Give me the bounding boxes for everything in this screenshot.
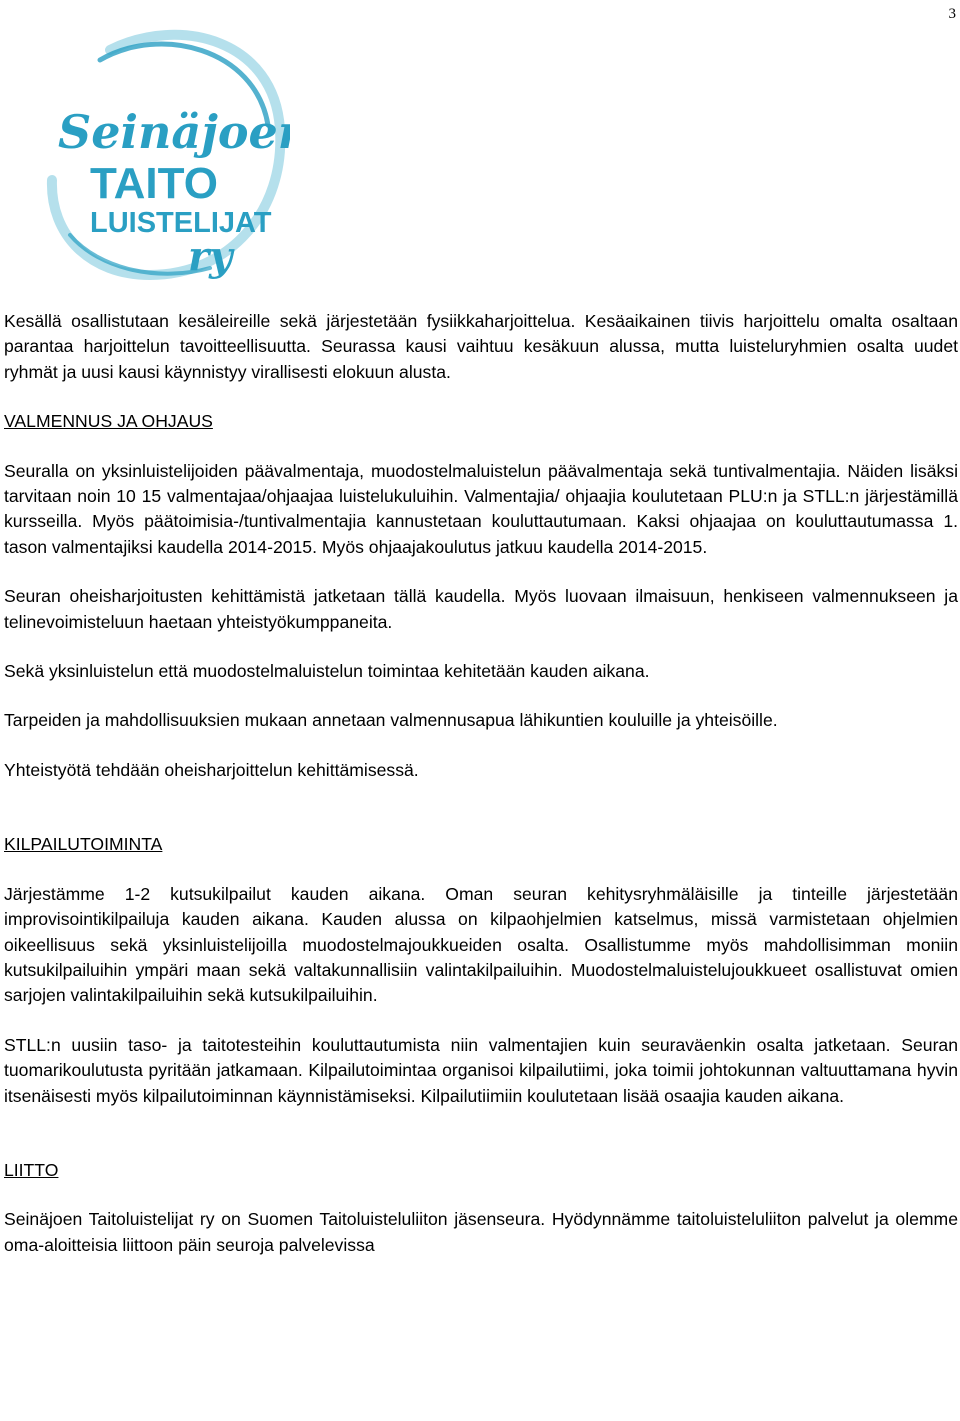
heading-kilpailutoiminta: KILPAILUTOIMINTA	[4, 834, 163, 855]
club-logo	[40, 20, 290, 290]
paragraph: Tarpeiden ja mahdollisuuksien mukaan annetaan valmennusapua lähikuntien kouluille ja yhteisöille.	[4, 710, 778, 731]
page-number: 3	[948, 6, 956, 22]
paragraph: STLL:n uusiin taso- ja taitotesteihin kouluttautumista niin valmentajien kuin seuraväenkin osalta jatketaan. Seuran tuomarikoulutusta pyritään jatkamaan. Kilpailutoimintaa organisoi kilpailutiimi, joka toimii johtokunnan valtuuttamana hyvin itsenäisesti myös kilpailutoiminnan käynnistämiseksi. Kilpailutiimiin koulutetaan lisää osaajia kauden aikana.	[4, 1034, 958, 1106]
paragraph: Seuralla on yksinluistelijoiden päävalmentaja, muodostelmaluistelun päävalmentaja sekä tuntivalmentajia. Näiden lisäksi tarvitaan noin 10 15 valmentajaa/ohjaajaa luistelukuluihin. Valmentajia/ ohjaajia koulutetaan PLU:n ja STLL:n järjestämillä kursseilla. Myös päätoimisia-/tuntivalmentajia kannustetaan kouluttautumaan. Kaksi ohjaajaa on kouluttautumassa 1. tason valmentajiksi kaudella 2014-2015. Myös ohjaajakoulutus jatkuu kaudella 2014-2015.	[4, 460, 958, 557]
club-logo-graphic	[40, 20, 290, 290]
logo-text-luistelijat: LUISTELIJAT	[90, 207, 272, 239]
paragraph: Sekä yksinluistelun että muodostelmaluistelun toimintaa kehitetään kauden aikana.	[4, 661, 650, 682]
logo-text-taito: TAITO	[90, 159, 218, 208]
paragraph: Seinäjoen Taitoluistelijat ry on Suomen Taitoluisteluliiton jäsenseura. Hyödynnämme taitoluisteluliiton palvelut ja olemme oma-aloitteisia liittoon päin seuroja palvelevissa	[4, 1209, 958, 1255]
paragraph: Yhteistyötä tehdään oheisharjoittelun kehittämisessä.	[4, 759, 419, 780]
paragraph: Järjestämme 1-2 kutsukilpailut kauden aikana. Oman seuran kehitysryhmäläisille ja tinteille järjestetään improvisointikilpailuja kauden aikana. Kauden alussa on kilpaohjelmien katselmus, missä varmistetaan ohjelmien oikeellisuus sekä yksinluistelijoilla muodostelmajoukkueiden osalta. Osallistumme myös mahdollisimman moniin kutsukilpailuihin ympäri maan sekä valtakunnallisiin valintakilpailuihin. Muodostelmaluistelujoukkueet osallistuvat omien sarjojen valintakilpailuihin sekä kutsukilpailuihin.	[4, 883, 958, 1006]
intro-paragraph: Kesällä osallistutaan kesäleireille sekä järjestetään fysiikkaharjoittelua. Kesäaikainen tiivis harjoittelu omalta osaltaan parantaa harjoittelun tavoitteellisuutta. Seurassa kausi vaihtuu kesäkuun alussa, mutta luisteluryhmien osalta uudet ryhmät ja uusi kausi käynnistyy virallisesti elokuun alusta.	[4, 311, 958, 382]
document-body	[4, 309, 958, 1282]
paragraph: Seuran oheisharjoitusten kehittämistä jatketaan tällä kaudella. Myös luovaan ilmaisuun, henkiseen valmennukseen ja telinevoimisteluun haetaan yhteistyökumppaneita.	[4, 586, 958, 632]
heading-valmennus: VALMENNUS JA OHJAUS	[4, 411, 213, 432]
heading-liitto: LIITTO	[4, 1159, 59, 1180]
logo-text-seinajoen: Seinäjoen	[58, 105, 290, 159]
logo-text-ry: ry	[188, 233, 233, 280]
